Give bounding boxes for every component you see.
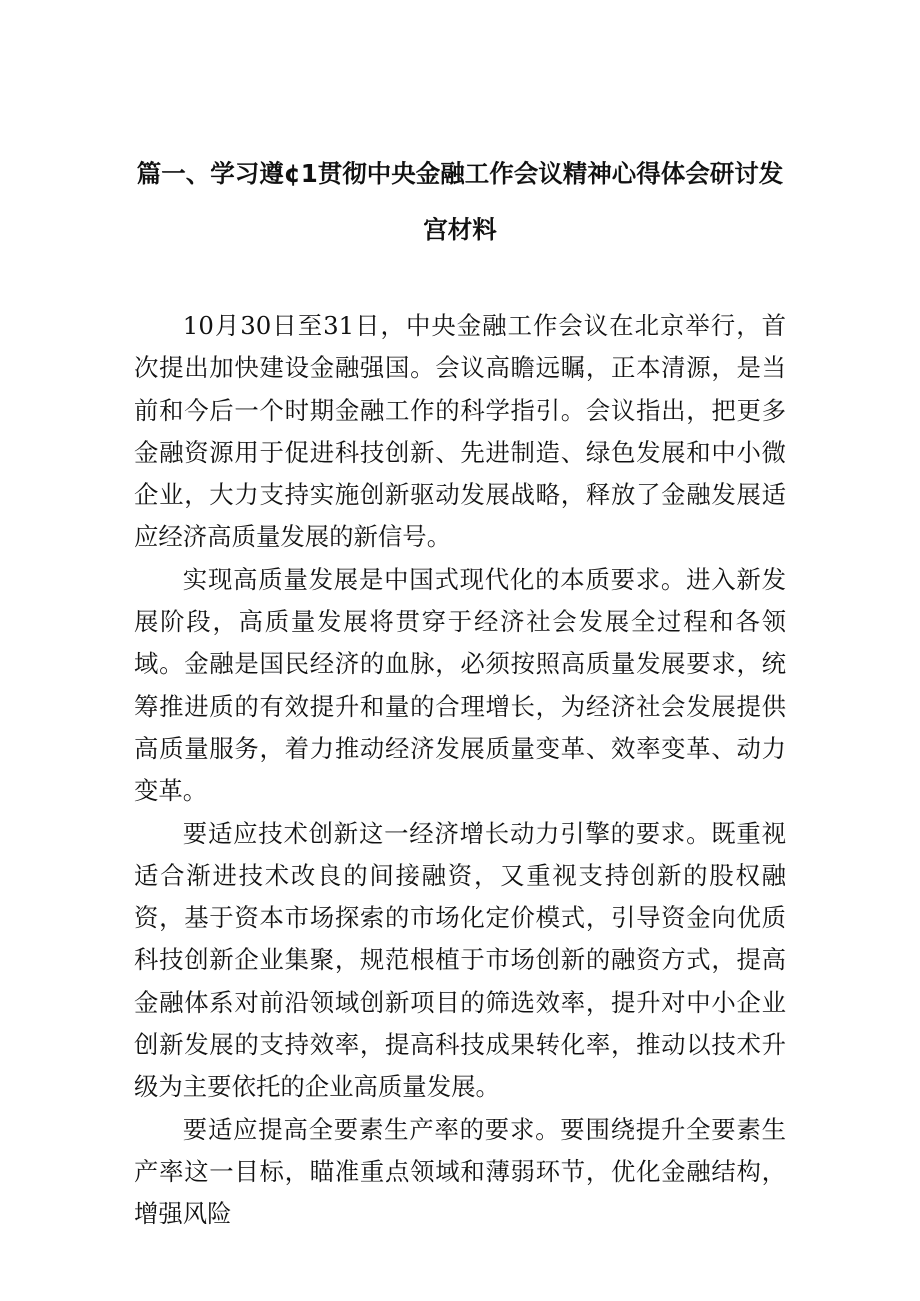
- paragraph-4: 要适应提高全要素生产率的要求。要围绕提升全要素生产率这一目标，瞄准重点领域和薄弱环节，优化金融结构，增强风险: [134, 1114, 786, 1229]
- paragraph-1: 10月30日至31日，中央金融工作会议在北京举行，首次提出加快建设金融强国。会议高瞻远瞩，正本清源，是当前和今后一个时期金融工作的科学指引。会议指出，把更多金融资源用于促进科技创新、先进制造、绿色发展和中小微企业，大力支持实施创新驱动发展战略，释放了金融发展适应经济高质量发展的新信号。: [134, 311, 786, 552]
- paragraph-3: 要适应技术创新这一经济增长动力引擎的要求。既重视适合渐进技术改良的间接融资，又重视支持创新的股权融资，基于资本市场探索的市场化定价模式，引导资金向优质科技创新企业集聚，规范根植于市场创新的融资方式，提高金融体系对前沿领域创新项目的筛选效率，提升对中小企业创新发展的支持效率，提高科技成果转化率，推动以技术升级为主要依托的企业高质量发展。: [134, 818, 786, 1102]
- document-title: 篇一、学习遵¢1贯彻中央金融工作会议精神心得体会研讨发宫材料: [136, 159, 784, 244]
- document-body: [134, 305, 786, 1236]
- paragraph-2: 实现高质量发展是中国式现代化的本质要求。进入新发展阶段，高质量发展将贯穿于经济社会发展全过程和各领域。金融是国民经济的血脉，必须按照高质量发展要求，统筹推进质的有效提升和量的合理增长，为经济社会发展提供高质量服务，着力推动经济发展质量变革、效率变革、动力变革。: [134, 564, 786, 806]
